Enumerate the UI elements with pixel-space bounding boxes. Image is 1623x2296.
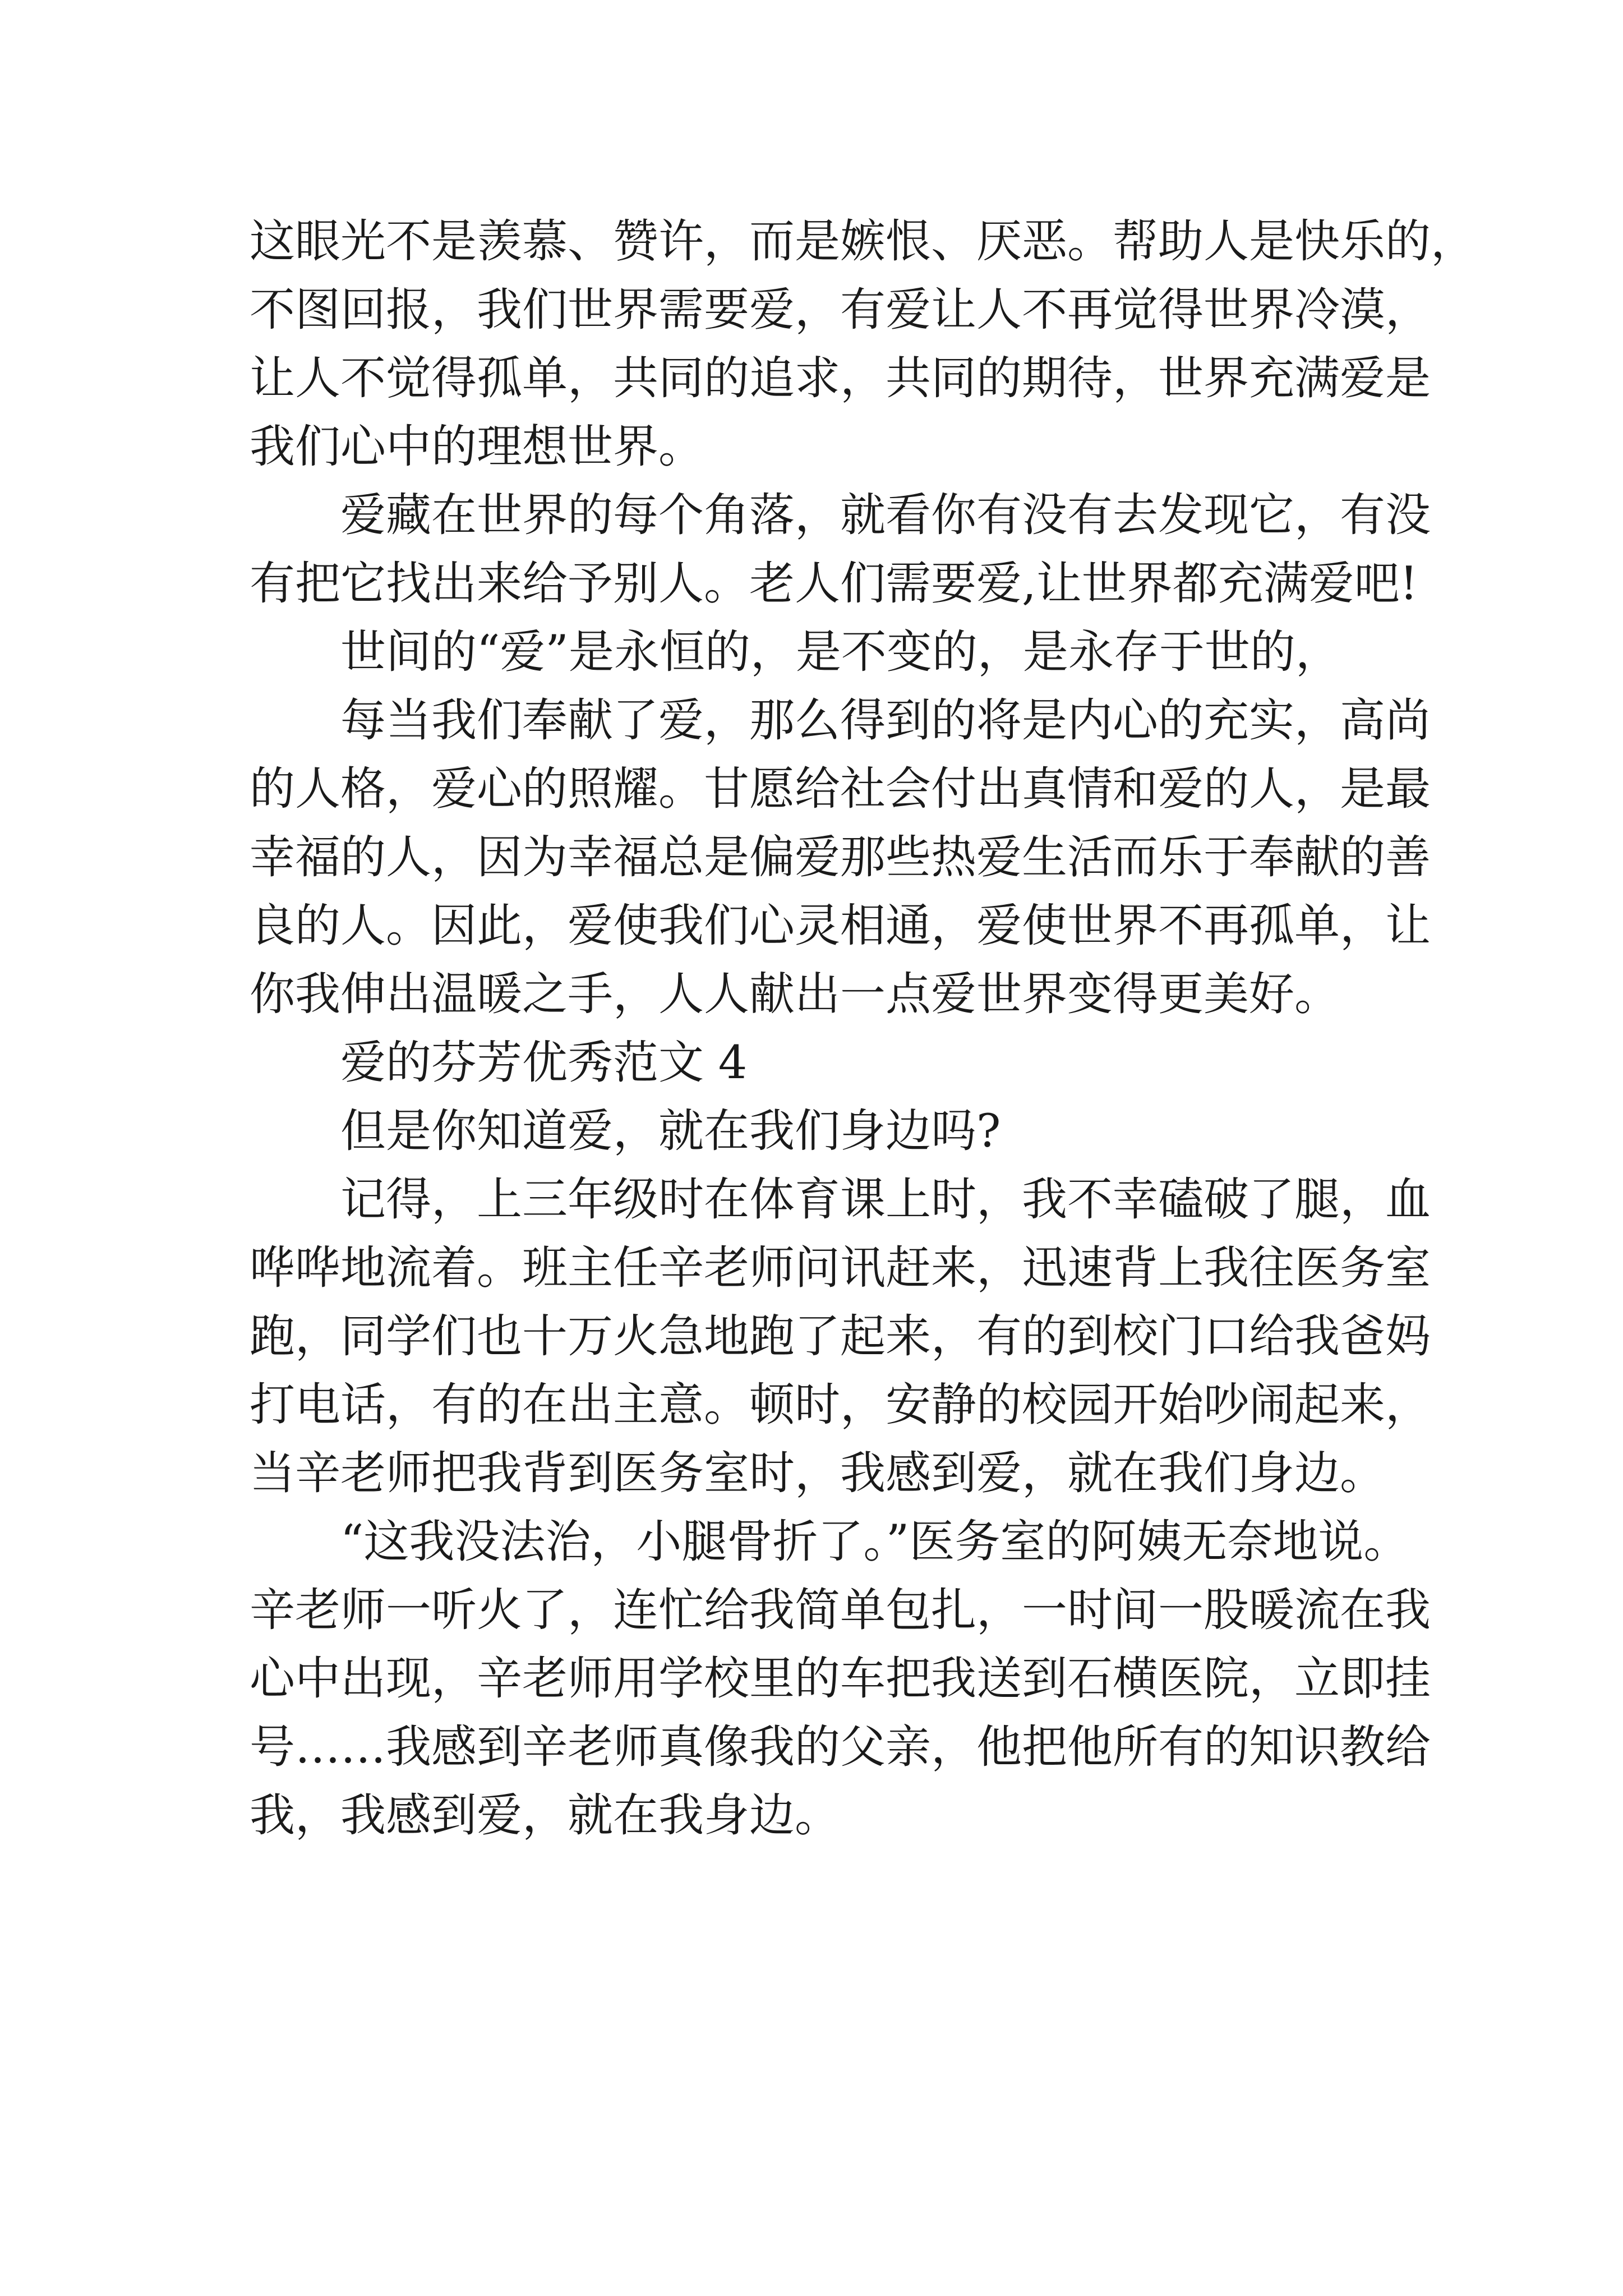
text-line: 哗哗地流着。班主任辛老师问讯赶来，迅速背上我往医务室 (250, 1242, 1431, 1295)
text-line: 的人格，爱心的照耀。甘愿给社会付出真情和爱的人，是最 (250, 763, 1431, 816)
text-line: 当辛老师把我背到医务室时，我感到爱，就在我们身边。 (250, 1447, 1386, 1500)
paragraph-start-line: “这我没法治，小腿骨折了。”医务室的阿姨无奈地说。 (340, 1516, 1409, 1568)
text-line: 辛老师一听火了，连忙给我简单包扎，一时间一股暖流在我 (250, 1584, 1431, 1637)
text-line: 跑，同学们也十万火急地跑了起来，有的到校门口给我爸妈 (250, 1310, 1431, 1363)
text-line: 这眼光不是羡慕、赞许，而是嫉恨、厌恶。帮助人是快乐的， (250, 215, 1477, 268)
document-body (250, 208, 1477, 1850)
text-line: 不图回报，我们世界需要爱，有爱让人不再觉得世界冷漠， (250, 284, 1431, 337)
text-line: 心中出现，辛老师用学校里的车把我送到石横医院，立即挂 (250, 1653, 1431, 1705)
paragraph-start-line: 记得，上三年级时在体育课上时，我不幸磕破了腿，血 (340, 1174, 1431, 1226)
section-heading: 爱的芬芳优秀范文 4 (340, 1037, 748, 1089)
text-line: 号……我感到辛老师真像我的父亲，他把他所有的知识教给 (250, 1721, 1431, 1774)
paragraph-start-line: 每当我们奉献了爱，那么得到的将是内心的充实，高尚 (340, 694, 1431, 747)
text-line: 有把它找出来给予别人。老人们需要爱,让世界都充满爱吧! (250, 558, 1418, 610)
text-line: 幸福的人，因为幸福总是偏爱那些热爱生活而乐于奉献的善 (250, 831, 1431, 884)
text-line: 打电话，有的在出主意。顿时，安静的校园开始吵闹起来， (250, 1379, 1431, 1432)
paragraph-start-line: 但是你知道爱，就在我们身边吗? (340, 1105, 1001, 1158)
paragraph-start-line: 爱藏在世界的每个角落，就看你有没有去发现它，有没 (340, 489, 1431, 542)
text-line: 我，我感到爱，就在我身边。 (250, 1789, 841, 1842)
text-line: 良的人。因此，爱使我们心灵相通，爱使世界不再孤单，让 (250, 900, 1431, 953)
text-line: 我们心中的理想世界。 (250, 421, 704, 473)
paragraph-start-line: 世间的“爱”是永恒的，是不变的，是永存于世的， (340, 626, 1341, 679)
text-line: 你我伸出温暖之手，人人献出一点爱世界变得更美好。 (250, 968, 1340, 1021)
text-line: 让人不觉得孤单，共同的追求，共同的期待，世界充满爱是 (250, 352, 1431, 405)
